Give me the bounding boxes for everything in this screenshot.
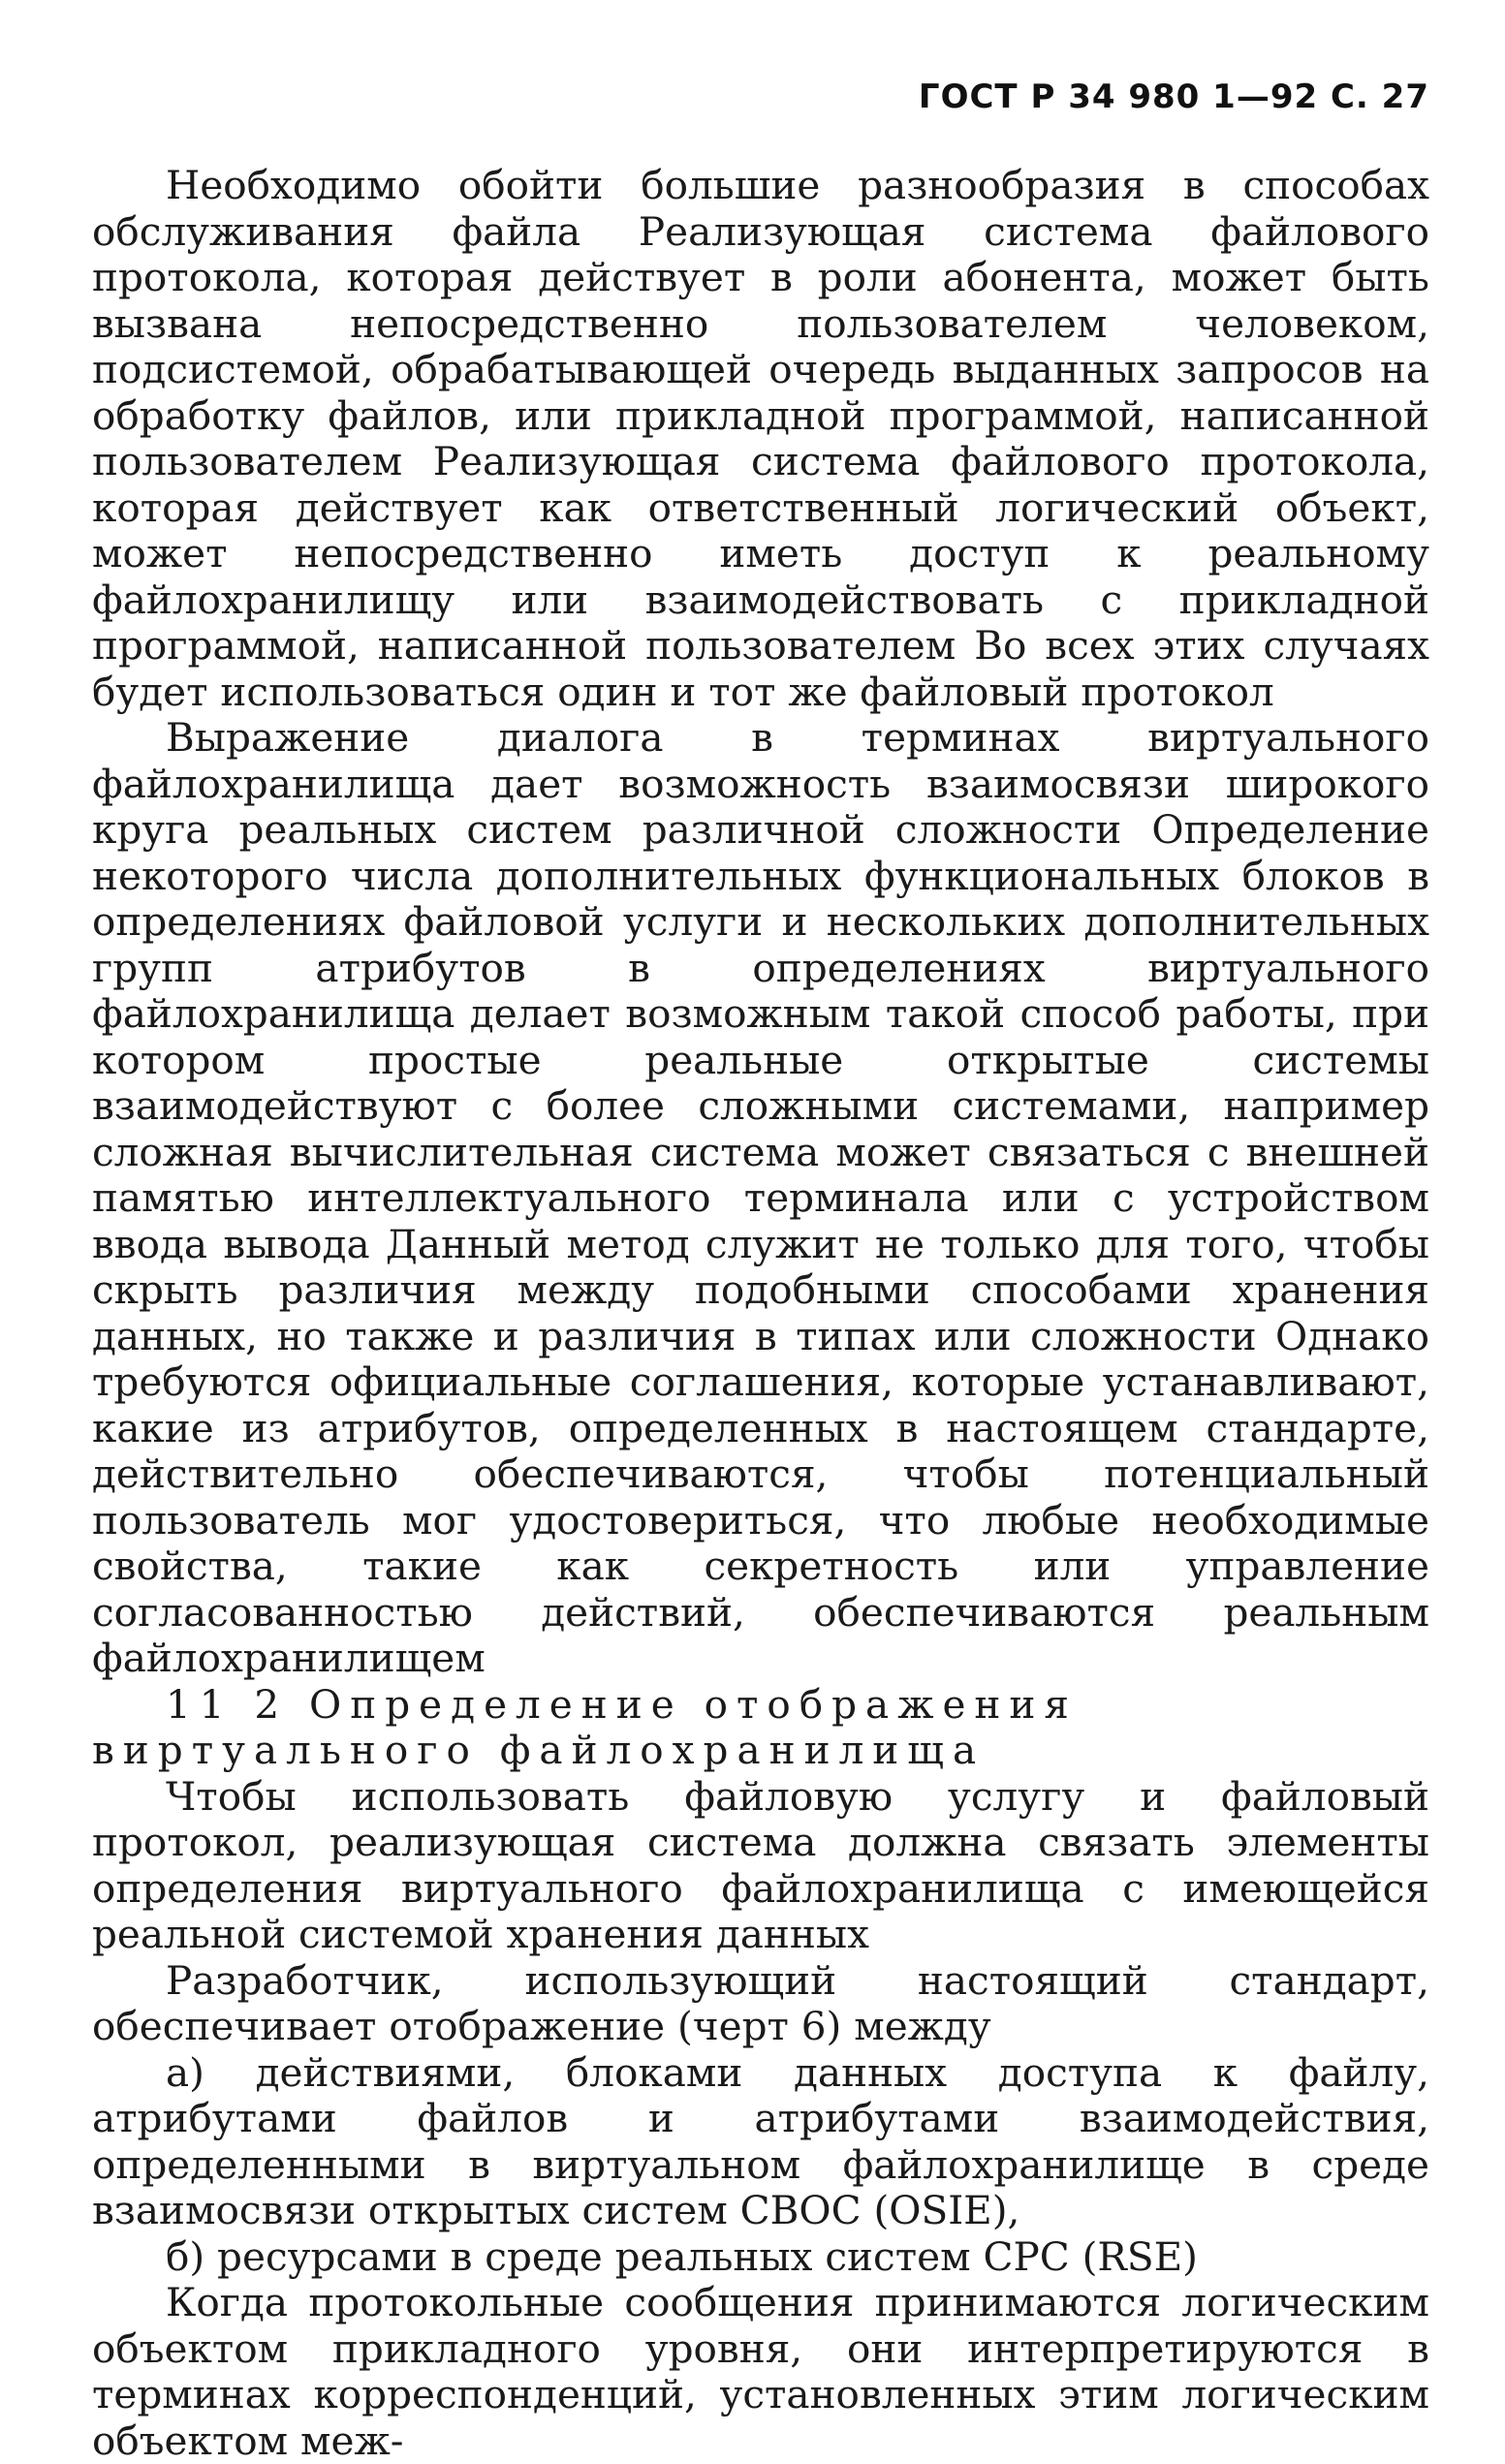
paragraph-intro: Необходимо обойти большие разнообразия в способах обслуживания файла Реализующая система файлового протокола, которая действует в роли абонента, может быть вызвана непосредственно пользователем человеком, подсистемой, обрабатывающей очередь выданных запросов на обработку файлов, или прикладной программой, написанной пользователем Реализующая система файлового протокола, которая действует как ответственный логический объект, может непосредственно иметь доступ к реальному файлохранилищу или взаимодействовать с прикладной программой, написанной пользователем Во всех этих случаях будет использоваться один и тот же файловый протокол <box>92 162 1429 715</box>
document-body <box>92 163 1429 2464</box>
list-item-a: а) действиями, блоками данных доступа к файлу, атрибутами файлов и атрибутами взаимодействия, определенными в виртуальном файлохранилище в среде взаимосвязи открытых систем СВОС (OSIE), <box>92 2048 1429 2233</box>
section-heading: 11 2 Определение отображения виртуального файлохранилища <box>92 1680 1078 1773</box>
list-item-b: б) ресурсами в среде реальных систем СРС (RSE) <box>166 2232 1198 2280</box>
paragraph-messages: Когда протокольные сообщения принимаются логическим объектом прикладного уровня, они интерпретируются в терминах корреспонденций, установленных этим логическим объектом меж- <box>92 2279 1429 2464</box>
paragraph-usage: Чтобы использовать файловую услугу и файловый протокол, реализующая система должна связать элементы определения виртуального файлохранилища с имеющейся реальной системой хранения данных <box>92 1772 1429 1957</box>
page-header: ГОСТ Р 34 980 1—92 С. 27 <box>918 78 1429 116</box>
paragraph-developer: Разработчик, использующий настоящий стандарт, обеспечивает отображение (черт 6) между <box>92 1956 1429 2049</box>
paragraph-dialog: Выражение диалога в терминах виртуального файлохранилища дает возможность взаимосвязи широкого круга реальных систем различной сложности Определение некоторого числа дополнительных функциональных блоков в определениях файловой услуги и нескольких дополнительных групп атрибутов в определениях виртуального файлохранилища делает возможным такой способ работы, при котором простые реальные открытые системы взаимодействуют с более сложными системами, например сложная вычислительная система может связаться с внешней памятью интеллектуального терминала или с устройством ввода вывода Данный метод служит не только для того, чтобы скрыть различия между подобными способами хранения данных, но также и различия в типах или сложности Однако требуются официальные соглашения, которые устанавливают, какие из атрибутов, определенных в настоящем стандарте, действительно обеспечиваются, чтобы потенциальный пользователь мог удостовериться, что любые необходимые свойства, такие как секретность или управление согласованностью действий, обеспечиваются реальным файлохранилищем <box>92 714 1429 1681</box>
